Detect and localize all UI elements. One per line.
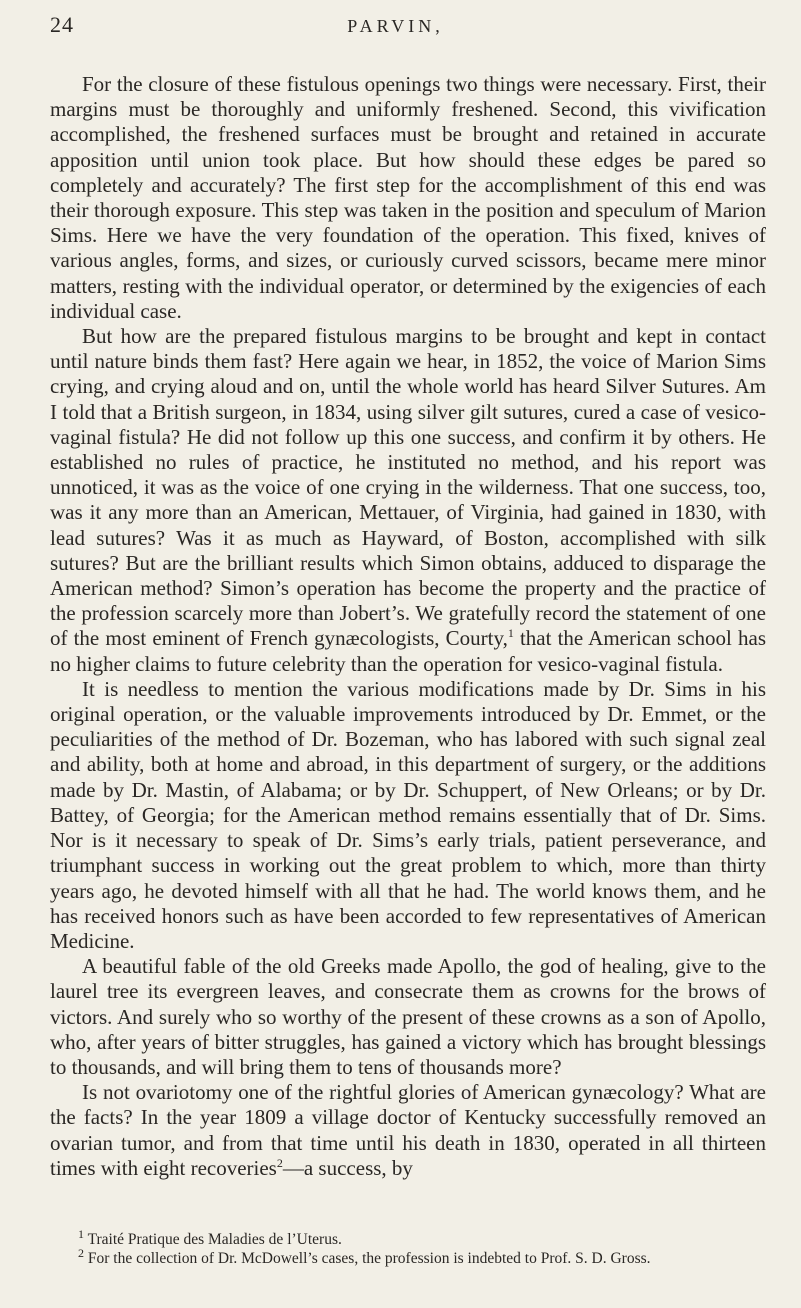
paragraph-text: that the American school has no higher claims to future celebrity than the operation for vesico-vaginal fistula. [50,626,766,676]
paragraph-text: But how are the prepared fistulous margins to be brought and kept in contact until nature binds them fast? Here again we hear, in 1852, the voice of Marion Sims crying, and crying aloud and on, until the whole world has heard Silver Sutures. Am I told that a British surgeon, in 1834, using silver gilt sutures, cured a case of vesico-vaginal fistula? He did not follow up this one success, and confirm it by others. He established no rules of practice, he instituted no method, and his report was unnoticed, it was as the voice of one crying in the wilderness. That one success, too, was it any more than an American, Mettauer, of Virginia, had gained in 1830, with lead sutures? Was it as much as Hayward, of Boston, accomplished with silk sutures? But are the brilliant results which Simon obtains, adduced to disparage the American method? Simon’s operation has become the property and the practice of the profession scarcely more than Jobert’s. We gratefully record the statement of one of the most eminent of French gynæcologists, Courty, [50,324,766,651]
paragraph [50,324,766,677]
footnote-text: For the collection of Dr. McDowell’s cases, the profession is indebted to Prof. S. D. Gross. [84,1250,651,1267]
footnote-text: Traité Pratique des Maladies de l’Uterus. [84,1231,342,1248]
page-number: 24 [50,12,74,37]
paragraph [50,1080,766,1181]
running-head [50,12,741,42]
paragraph: For the closure of these fistulous openings two things were necessary. First, their margins must be thoroughly and uniformly freshened. Second, this vivification accomplished, the freshened surfaces must be brought and retained in accurate apposition until union took place. But how should these edges be pared so completely and accurately? The first step for the accomplishment of this end was their thorough exposure. This step was taken in the position and speculum of Marion Sims. Here we have the very foundation of the operation. This fixed, knives of various angles, forms, and sizes, or curiously curved scissors, became mere minor matters, resting with the individual operator, or determined by the exigencies of each individual case. [50,72,766,323]
footnote [50,1226,766,1249]
paragraph: A beautiful fable of the old Greeks made Apollo, the god of healing, give to the laurel tree its evergreen leaves, and consecrate them as crowns for the brows of victors. And surely who so worthy of the present of these crowns as a son of Apollo, who, after years of bitter struggles, has gained a victory which has brought blessings to thousands, and will bring them to tens of thousands more? [50,954,766,1079]
body-text [50,72,766,1181]
footnote-marker: 2 [78,1245,84,1260]
paragraph: It is needless to mention the various modifications made by Dr. Sims in his original operation, or the valuable improvements introduced by Dr. Emmet, or the peculiarities of the method of Dr. Bozeman, who has labored with such signal zeal and ability, both at home and abroad, in this department of surgery, or the additions made by Dr. Mastin, of Alabama; or by Dr. Schuppert, of New Orleans; or by Dr. Battey, of Georgia; for the American method remains essentially that of Dr. Sims. Nor is it necessary to speak of Dr. Sims’s early trials, patient perseverance, and triumphant success in working out the great problem to which, more than thirty years ago, he devoted himself with all that he had. The world knows them, and he has received honors such as have been accorded to few representatives of American Medicine. [50,676,766,953]
footnote-marker: 1 [78,1226,84,1241]
footnotes [50,1226,766,1268]
paragraph-text: Is not ovariotomy one of the rightful glories of American gynæcology? What are the facts? In the year 1809 a village doctor of Kentucky successfully removed an ovarian tumor, and from that time until his death in 1830, operated in all thirteen times with eight recoveries [50,1080,766,1180]
running-title: PARVIN, [347,16,444,36]
footnote-ref: 1 [507,626,514,641]
footnote [50,1245,766,1268]
paragraph-text: —a success, by [282,1155,413,1180]
footnote-ref: 2 [276,1155,283,1170]
